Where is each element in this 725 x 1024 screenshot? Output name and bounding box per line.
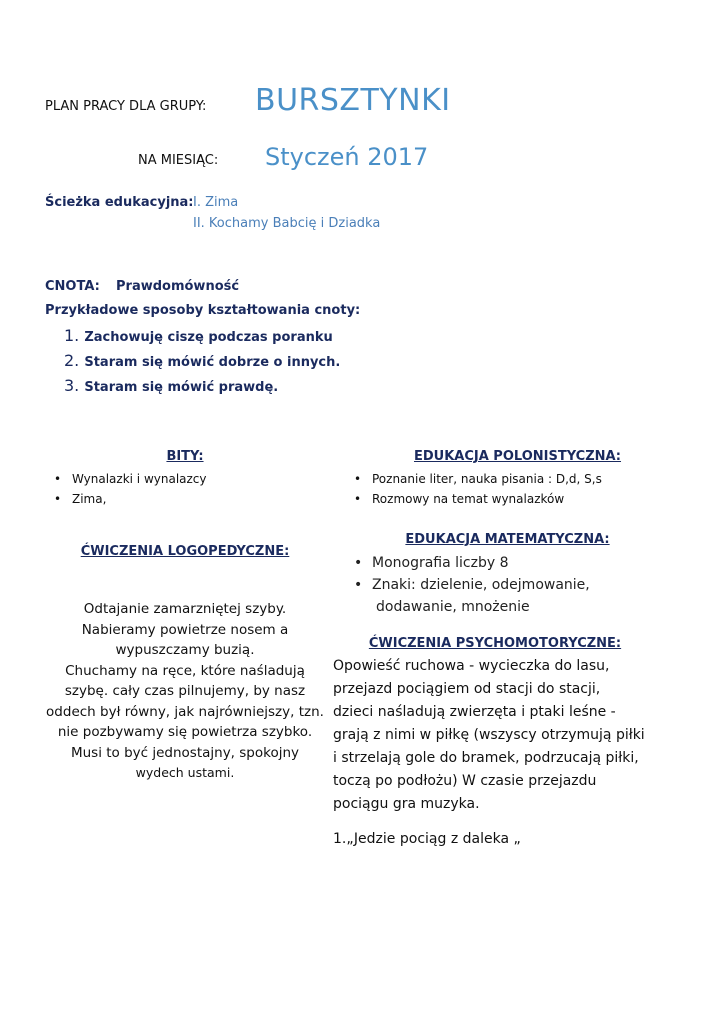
bity-heading: BITY: bbox=[166, 449, 204, 464]
text-line: dzieci naśladują zwierzęta i ptaki leśne - bbox=[333, 704, 616, 720]
math-item-continuation: dodawanie, mnożenie bbox=[376, 599, 530, 615]
math-education-list bbox=[350, 552, 680, 596]
text-line: Odtajanie zamarzniętej szyby. bbox=[83, 601, 287, 617]
method-number: 3. bbox=[64, 376, 80, 395]
text-line: Opowieść ruchowa - wycieczka do lasu, bbox=[333, 658, 610, 674]
text-line: toczą po podłożu) W czasie przejazdu bbox=[333, 773, 597, 789]
text-line: szybę. cały czas pilnujemy, by nasz bbox=[64, 683, 306, 699]
virtue-method-1 bbox=[64, 326, 333, 345]
text-line: oddech był równy, jak najrówniejszy, tzn. bbox=[46, 703, 324, 720]
method-text: Staram się mówić dobrze o innych. bbox=[84, 355, 341, 370]
list-item: • Poznanie liter, nauka pisania : D,d, S,s bbox=[350, 469, 680, 489]
list-item: • Monografia liczby 8 bbox=[350, 552, 680, 574]
text-line: wypuszczamy buzią. bbox=[115, 642, 255, 658]
text-line: nie pozbywamy się powietrza szybko. bbox=[57, 724, 313, 740]
education-path-item-2: II. Kochamy Babcię i Dziadka bbox=[193, 216, 381, 231]
virtue-methods-label: Przykładowe sposoby kształtowania cnoty: bbox=[45, 303, 361, 318]
text-line: przejazd pociągiem od stacji do stacji, bbox=[333, 681, 601, 697]
group-name: BURSZTYNKI bbox=[255, 83, 451, 118]
virtue-method-3 bbox=[64, 376, 278, 395]
text-line: Musi to być jednostajny, spokojny bbox=[70, 744, 300, 761]
text-line: wydech ustami. bbox=[135, 765, 235, 780]
psychomotor-heading: ĆWICZENIA PSYCHOMOTORYCZNE: bbox=[368, 636, 622, 651]
text-line: i strzelają gole do bramek, podrzucają piłki, bbox=[333, 750, 639, 766]
polish-education-heading: EDUKACJA POLONISTYCZNA: bbox=[413, 449, 622, 464]
list-item: • Rozmowy na temat wynalazków bbox=[350, 489, 680, 509]
virtue-value: Prawdomówność bbox=[116, 279, 240, 294]
logopedic-text bbox=[20, 599, 350, 784]
method-number: 1. bbox=[64, 326, 80, 345]
bity-list bbox=[50, 469, 330, 509]
text-line: grają z nimi w piłkę (wszyscy otrzymują piłki bbox=[333, 727, 645, 743]
list-item: • Wynalazki i wynalazcy bbox=[50, 469, 330, 489]
list-item: • Zima, bbox=[50, 489, 330, 509]
month-label: NA MIESIĄC: bbox=[138, 153, 219, 168]
education-path-label: Ścieżka edukacyjna: bbox=[45, 195, 194, 210]
plan-label: PLAN PRACY DLA GRUPY: bbox=[45, 99, 207, 114]
virtue-method-2 bbox=[64, 351, 340, 370]
song-title: 1.„Jedzie pociąg z daleka „ bbox=[333, 831, 521, 847]
list-item: • Znaki: dzielenie, odejmowanie, bbox=[350, 574, 680, 596]
method-text: Staram się mówić prawdę. bbox=[84, 380, 279, 395]
psychomotor-text bbox=[333, 655, 713, 816]
math-education-heading: EDUKACJA MATEMATYCZNA: bbox=[405, 532, 610, 547]
method-text: Zachowuję ciszę podczas poranku bbox=[84, 330, 333, 345]
polish-education-list bbox=[350, 469, 680, 509]
logopedic-heading: ĆWICZENIA LOGOPEDYCZNE: bbox=[80, 544, 290, 559]
text-line: Chuchamy na ręce, które naśladują bbox=[65, 662, 305, 679]
education-path-item-1: I. Zima bbox=[193, 195, 239, 210]
text-line: pociągu gra muzyka. bbox=[333, 796, 480, 812]
virtue-label: CNOTA: bbox=[45, 279, 100, 294]
text-line: Nabieramy powietrze nosem a bbox=[81, 621, 289, 638]
month-value: Styczeń 2017 bbox=[265, 143, 429, 171]
method-number: 2. bbox=[64, 351, 80, 370]
